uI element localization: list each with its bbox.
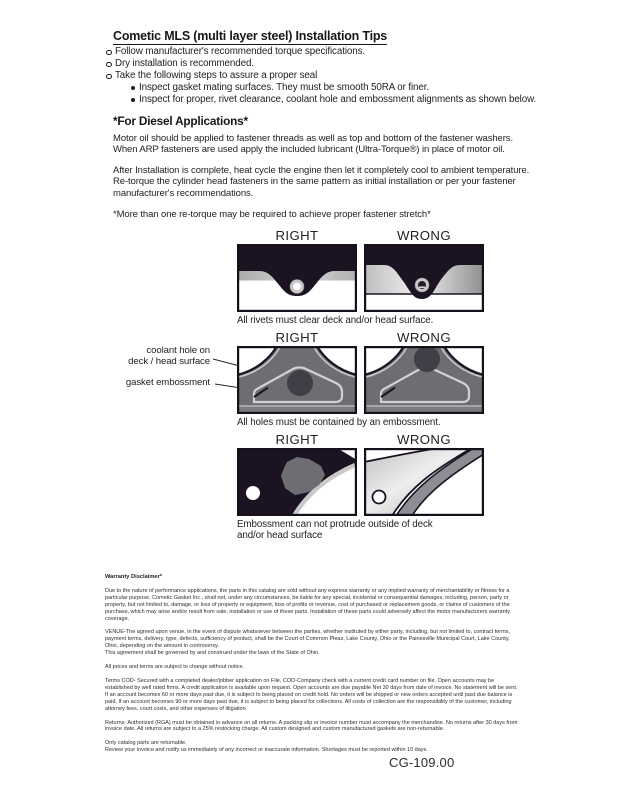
disclaimer-paragraph: Due to the nature of performance applications, the parts in this catalog are sold without any express warranty or any implied warranty of merchantability or fitness for a particular purpose. Cometic Gasket Inc., shall not, under any circumstances, be liable for any special, incidental or consequential damages, including, person, party or property, but not limited to, damage, or loss of property or equipment, loss of profits or revenue, cost of purchased or replacement goods, or claims of customers of the purchase, which may arise and/or result from sale, installation or use of these parts. Installation of these parts could adversely affect the motor manufacturers warranty coverage.	[105, 587, 510, 622]
tip-item	[106, 70, 546, 106]
disclaimer-paragraph: Returns- Authorized (RGA) must be obtained in advance on all returns. A packing slip or invoice number must accompany the merchandise. No returns after 30 days from invoice date. All returns are subject to a 25% restocking charge. All custom designed and custom manufactured gaskets are non-returnable.	[105, 719, 518, 733]
row2-caption: All holes must be contained by an embossment.	[237, 417, 441, 428]
sub-tips-list	[115, 82, 546, 106]
embossment-wrong-panel	[364, 346, 484, 414]
title-wrap	[113, 27, 387, 45]
diesel-heading: *For Diesel Applications*	[113, 114, 248, 128]
tip-item	[106, 46, 546, 58]
sub-tip-item	[131, 94, 546, 106]
row2-right-label: RIGHT	[275, 330, 319, 345]
disclaimer-paragraph: Review your invoice and notify us immediately of any incorrect or inaccurate information. Shortages must be reported within 10 days.	[105, 747, 428, 754]
retorque-note: *More than one re-torque may be required to achieve proper fastener stretch*	[113, 208, 431, 220]
installation-tips-list	[106, 46, 546, 106]
disclaimer-paragraph: This agreement shall be governed by and construed under the laws of the State of Ohio.	[105, 650, 320, 657]
disclaimer-paragraph: VENUE-The agreed upon venue, in the event of dispute whatsoever between the parties, whether instituted by either party, including, but not limited to, contract terms, payment terms, delivery, type, defects, sufficiency of product, shall be the Court of Common Pleas, Lake County, Ohio or the Painesville Municipal Court, Lake County, Ohio, depending on the amount in controversy.	[105, 629, 510, 650]
sub-tip-text: Inspect gasket mating surfaces. They must be smooth 50RA or finer.	[139, 82, 429, 93]
row1-wrong-label: WRONG	[396, 228, 451, 243]
coolant-hole-label	[88, 346, 210, 367]
diesel-paragraph-2: After Installation is complete, heat cycle the engine then let it completely cool to ambient temperature. Re-torque the cylinder head fasteners in the same pattern as initial installation or per your fastener manufacturer's recommendations.	[113, 164, 530, 199]
disclaimer-paragraph: Only catalog parts are returnable.	[105, 740, 187, 747]
tip-text: Take the following steps to assure a proper seal	[115, 70, 318, 81]
sub-tip-item	[131, 82, 546, 94]
tip-text: Dry installation is recommended.	[115, 58, 254, 69]
row3-caption: Embossment can not protrude outside of deck and/or head surface	[237, 519, 433, 542]
tip-text: Follow manufacturer's recommended torque specifications.	[115, 46, 366, 57]
disclaimer-paragraph: Terms COD- Secured with a completed dealer/jobber application on File, COD-Company check with a current credit card number on file. Open accounts may be established by well rated firms. A credit application is available upon request. Open accounts are due payable Net 30 days from date of invoice. No statement will be sent. If an account becomes 60 or more days past due, it is subject to being placed on credit hold. No orders will be shipped or new orders accepted until past due balance is paid. If an account becomes 90 or more days past due, it is subject to being placed for collections. All costs of collection are the responsibility of the customer, including attorney fees, court costs, and other expenses of litigation.	[105, 677, 518, 712]
rivet-clearance-right-panel	[237, 244, 357, 312]
embossment-right-panel	[237, 346, 357, 414]
row2-wrong-label: WRONG	[396, 330, 451, 345]
bolt-hole-icon	[246, 486, 260, 500]
row1-right-label: RIGHT	[275, 228, 319, 243]
warranty-disclaimer	[105, 574, 519, 754]
row3-wrong-label: WRONG	[396, 432, 451, 447]
disclaimer-heading: Warranty Disclaimer*	[105, 574, 163, 580]
page-code: CG-109.00	[389, 755, 455, 770]
page-title: Cometic MLS (multi layer steel) Installation Tips	[113, 29, 388, 43]
coolant-hole-icon	[287, 370, 313, 396]
deck-embossment-right-panel	[237, 448, 357, 516]
bolt-hole-icon	[373, 491, 386, 504]
row1-caption: All rivets must clear deck and/or head surface.	[237, 315, 434, 326]
diesel-section	[113, 116, 537, 229]
coolant-hole-label-line1: coolant hole on	[146, 345, 210, 356]
sub-tip-text: Inspect for proper, rivet clearance, coolant hole and embossment alignments as shown below.	[139, 94, 537, 105]
disclaimer-paragraph: All prices and terms are subject to change without notice.	[105, 664, 245, 671]
gasket-embossment-label: gasket embossment	[125, 377, 210, 388]
diesel-paragraph-1: Motor oil should be applied to fastener threads as well as top and bottom of the fastener washers. When ARP fasteners are used apply the included lubricant (Ultra-Torque®) in place of motor oil.	[113, 132, 513, 156]
coolant-hole-label-line2: deck / head surface	[128, 355, 210, 367]
rivet-clearance-wrong-panel	[364, 244, 484, 312]
coolant-hole-icon	[414, 346, 440, 372]
row3-right-label: RIGHT	[275, 432, 319, 447]
tip-item	[106, 58, 546, 70]
deck-embossment-wrong-panel	[364, 448, 484, 516]
